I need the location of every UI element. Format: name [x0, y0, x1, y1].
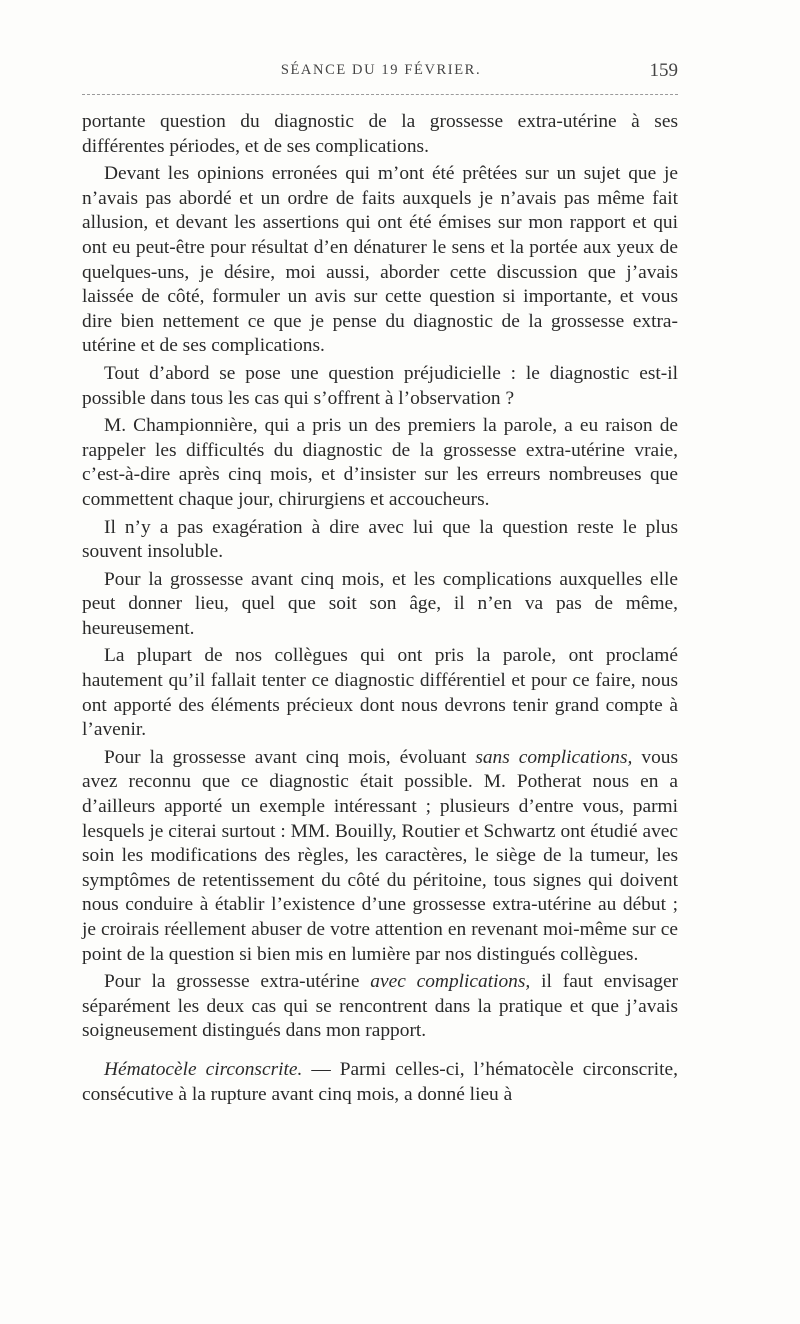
running-title: SÉANCE DU 19 FÉVRIER. — [280, 62, 482, 78]
page-header — [82, 58, 680, 88]
paragraph-text: il faut envisager séparément les deux cas qui se rencontrent dans la pratique et que j’avais soigneusement distingués dans mon rapport. — [82, 971, 679, 1042]
paragraph-text: — Parmi celles-ci, l’hématocèle circonscrite, consécutive à la rupture avant cinq mois, a donné lieu à — [82, 1058, 678, 1105]
paragraph: La plupart de nos collègues qui ont pris la parole, ont proclamé hautement qu’il fallait tenter ce diagnostic différentiel et pour ce faire, nous ont apporté des éléments précieux dont nous devrons tenir grand compte à l’avenir. — [82, 645, 678, 741]
paragraph: portante question du diagnostic de la grossesse extra-utérine à ses différentes périodes, et de ses complications. — [82, 111, 678, 157]
italic-phrase: sans complications, — [475, 746, 633, 768]
header-rule — [82, 94, 678, 95]
paragraph-text: Pour la grossesse avant cinq mois, évoluant — [104, 746, 476, 768]
paragraph: Pour la grossesse avant cinq mois, et les complications auxquelles elle peut donner lieu, quel que soit son âge, il n’en va pas de même, heureusement. — [82, 568, 678, 639]
subsection-title: Hématocèle circonscrite. — [104, 1058, 303, 1080]
paragraph — [82, 970, 678, 1044]
page-number: 159 — [649, 60, 678, 81]
paragraph — [82, 746, 678, 967]
italic-phrase: avec complications, — [370, 971, 531, 993]
paragraph-text: vous avez reconnu que ce diagnostic était possible. M. Potherat nous en a d’ailleurs apporté un exemple intéressant ; plusieurs d’entre vous, parmi lesquels je citerai surtout : MM. Bouilly, Routier et Schwartz ont étudié avec soin les modifications des règles, les caractères, le siège de la tumeur, les symptômes de retentissement du côté du péritoine, tous signes qui doivent nous conduire à établir l’existence d’une grossesse extra-utérine au début ; je croirais réellement abuser de votre attention en revenant moi-même sur ce point de la question si bien mis en lumière par nos distingués collègues. — [82, 746, 679, 965]
paragraph: Tout d’abord se pose une question préjudicielle : le diagnostic est-il possible dans tous les cas qui s’offrent à l’observation ? — [82, 362, 678, 409]
paragraph: M. Championnière, qui a pris un des premiers la parole, a eu raison de rappeler les difficultés du diagnostic de la grossesse extra-utérine vraie, c’est-à-dire après cinq mois, et d’insister sur les erreurs nombreuses que commettent chaque jour, chirurgiens et accoucheurs. — [82, 415, 678, 510]
paragraph: Devant les opinions erronées qui m’ont été prêtées sur un sujet que je n’avais pas abordé et un ordre de faits auxquels je n’avais pas même fait allusion, et devant les assertions qui ont été émises sur mon rapport et qui ont eu peut-être pour résultat d’en dénaturer le sens et la portée aux yeux de quelques-uns, je désire, moi aussi, aborder cette discussion que j’avais laissée de côté, formuler un avis sur cette question si importante, et vous dire bien nettement ce que je pense du diagnostic de la grossesse extra-utérine et de ses complications. — [82, 163, 678, 357]
subsection-paragraph — [82, 1058, 678, 1107]
paragraph: Il n’y a pas exagération à dire avec lui que la question reste le plus souvent insoluble. — [82, 516, 678, 563]
body-text — [82, 110, 678, 1110]
paragraph-text: Pour la grossesse extra-utérine — [104, 971, 371, 993]
